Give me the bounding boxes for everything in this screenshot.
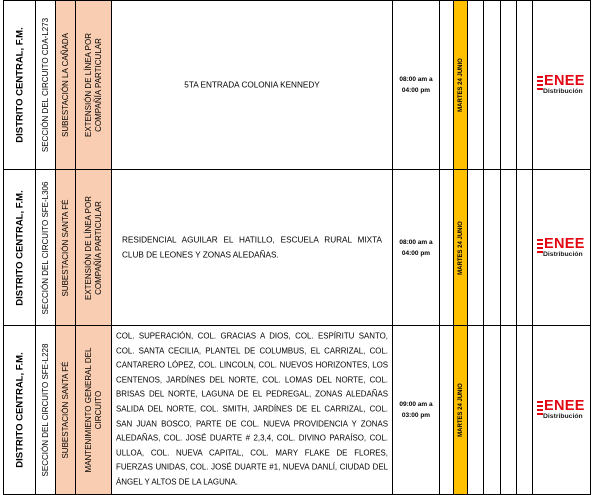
work-type-label: EXTENSIÓN DE LÍNEA POR COMPAÑÍA PARTICULAR <box>83 32 103 138</box>
circuit-section-label: SECCIÓN DEL CIRCUITO SFE-L228 <box>40 343 50 477</box>
logo-cell <box>533 170 592 325</box>
blank-cell <box>484 1 501 169</box>
district-cell <box>4 1 36 169</box>
substation-label: SUBESTACIÓN SANTA FÉ <box>60 361 70 459</box>
date-label: MARTES 24 JUNIO <box>457 220 464 275</box>
substation-label: SUBESTACIÓN SANTA FÉ <box>60 198 70 297</box>
blank-cell <box>468 326 484 494</box>
blank-cell <box>501 326 517 494</box>
blank-cell <box>517 326 533 494</box>
date-cell <box>454 326 468 494</box>
enee-logo <box>537 237 589 259</box>
sectors-text: 5TA ENTRADA COLONIA KENNEDY <box>184 80 320 90</box>
logo-sub: Distribución <box>543 413 583 420</box>
logo-sub: Distribución <box>543 88 583 95</box>
work-type-cell <box>76 1 112 169</box>
work-type-cell <box>76 326 112 494</box>
blank-cell <box>484 326 501 494</box>
work-type-label: MANTENIMIENTO GENERAL DEL CIRCUITO <box>83 347 103 473</box>
sectors-cell <box>112 1 393 169</box>
sectors-text: COL. SUPERACIÓN, COL. GRACIAS A DIOS, COL. ESPÍRITU SANTO, COL. SANTA CECILIA, PLANTEL DE COLUMBUS, EL CARRIZAL, COL. CANTARERO LÓPEZ, COL. LINCOLN, COL. NUEVOS HORIZONTES, LOS CENTENOS, JARDÍNES DEL NORTE, COL. LOMAS DEL NORTE, COL. BRISAS DEL NORTE, LAGUNA DE EL PEDREGAL, ZONAS ALEDAÑAS SALIDA DEL NORTE, COL. SMITH, JARDÍNES DE EL CARRIZAL, COL. SAN JUAN BOSCO, PARTE DE COL. NUEVA PROVIDENCIA Y ZONAS ALEDAÑAS, COL. JOSÉ DUARTE # 2,3,4, COL. DIVINO PARAÍSO, COL. ULLOA, COL. NUEVA CAPITAL, COL. MARY FLAKE DE FLORES, FUERZAS UNIDAS, COL. JOSÉ DUARTE #1, NUEVA DANLÍ, CIUDAD DEL ÁNGEL Y ALTOS DE LA LAGUNA. <box>116 331 388 487</box>
time-start: 08:00 am a <box>399 238 433 246</box>
logo-cell <box>533 1 592 169</box>
time-end: 04:00 pm <box>401 87 431 94</box>
time-range <box>393 237 439 259</box>
date-label: MARTES 24 JUNIO <box>457 383 464 437</box>
district-label: DISTRITO CENTRAL, F.M. <box>14 352 25 468</box>
time-range <box>393 74 439 96</box>
work-type-cell <box>76 170 112 325</box>
sectors-cell <box>112 326 393 494</box>
blank-cell <box>440 326 454 494</box>
circuit-section-label: SECCIÓN DEL CIRCUITO SFE-L306 <box>40 181 50 314</box>
date-cell <box>454 1 468 169</box>
circuit-section-label: SECCIÓN DEL CIRCUITO CDA-L273 <box>40 17 50 153</box>
circuit-section-cell <box>36 170 56 325</box>
logo-word: ENEE <box>544 73 585 89</box>
table-row <box>3 325 591 495</box>
logo-word: ENEE <box>544 398 585 414</box>
time-end: 04:00 pm <box>401 249 431 257</box>
time-cell <box>393 1 440 169</box>
blank-cell <box>468 1 484 169</box>
blank-cell <box>517 1 533 169</box>
substation-cell <box>56 170 76 325</box>
time-start: 09:00 am a <box>399 401 433 408</box>
blank-cell <box>501 170 517 325</box>
enee-logo <box>537 399 589 421</box>
time-range <box>393 399 439 421</box>
time-cell <box>393 170 440 325</box>
time-start: 08:00 am a <box>399 76 433 83</box>
time-cell <box>393 326 440 494</box>
blank-cell <box>517 170 533 325</box>
circuit-section-cell <box>36 1 56 169</box>
substation-cell <box>56 1 76 169</box>
district-label: DISTRITO CENTRAL, F.M. <box>14 189 25 306</box>
blank-cell <box>501 1 517 169</box>
table-row <box>3 0 591 170</box>
substation-cell <box>56 326 76 494</box>
logo-sub: Distribución <box>543 250 583 258</box>
work-type-label: EXTENSIÓN DE LÍNEA POR COMPAÑÍA PARTICULAR <box>83 195 103 300</box>
blank-cell <box>484 170 501 325</box>
table-row <box>3 169 591 326</box>
logo-cell <box>533 326 592 494</box>
blank-cell <box>440 170 454 325</box>
date-label: MARTES 24 JUNIO <box>457 58 464 112</box>
blank-cell <box>468 170 484 325</box>
enee-logo <box>537 74 589 96</box>
blank-cell <box>440 1 454 169</box>
district-cell <box>4 326 36 494</box>
district-cell <box>4 170 36 325</box>
district-label: DISTRITO CENTRAL, F.M. <box>14 27 25 143</box>
date-cell <box>454 170 468 325</box>
time-end: 03:00 pm <box>401 412 431 419</box>
circuit-section-cell <box>36 326 56 494</box>
substation-label: SUBESTACIÓN LA CAÑADA <box>60 33 70 137</box>
sectors-cell <box>112 170 393 325</box>
logo-word: ENEE <box>544 235 585 252</box>
sectors-text: RESIDENCIAL AGUILAR EL HATILLO, ESCUELA RURAL MIXTA CLUB DE LEONES Y ZONAS ALEDAÑAS. <box>122 235 382 260</box>
